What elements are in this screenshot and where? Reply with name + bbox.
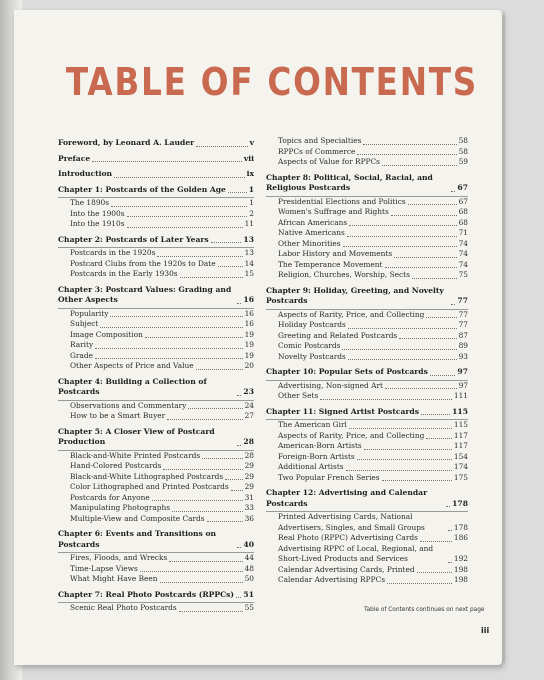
toc-entry-title: Chapter 8: Political, Social, Racial, and Religious Postcards xyxy=(266,172,433,192)
toc-entry-title: Chapter 5: A Closer View of Postcard Production xyxy=(58,426,215,446)
toc-entry-title: Foreign-Born Artists xyxy=(278,451,355,461)
dot-leader xyxy=(417,572,452,573)
toc-section-entry xyxy=(266,512,468,533)
dot-leader xyxy=(346,470,452,471)
dot-leader xyxy=(420,541,452,542)
toc-entry-page: vii xyxy=(243,153,254,163)
toc-entry-page: 20 xyxy=(244,361,254,370)
toc-chapter-entry xyxy=(266,407,468,418)
toc-entry-page: 16 xyxy=(244,319,254,328)
toc-entry-page: 44 xyxy=(244,553,254,562)
dot-leader xyxy=(382,480,452,481)
toc-entry-title: Chapter 6: Events and Transitions on Postcards xyxy=(58,529,217,549)
dot-leader xyxy=(342,349,456,350)
dot-leader xyxy=(363,144,456,145)
dot-leader xyxy=(347,236,457,237)
toc-entry-page: 67 xyxy=(458,196,468,206)
toc-section-entry xyxy=(266,310,468,321)
toc-entry-title: Chapter 12: Advertising and Calendar Postcards xyxy=(266,488,428,508)
toc-entry-title: Comic Postcards xyxy=(278,341,341,350)
dot-leader xyxy=(237,445,241,446)
toc-entry-title: Time-Lapse Views xyxy=(70,563,138,573)
dot-leader xyxy=(145,337,243,338)
toc-section-entry xyxy=(266,260,468,271)
dot-leader xyxy=(364,449,452,450)
toc-entry-title: Into the 1910s xyxy=(70,219,125,228)
toc-entry-title: Black-and-White Lithographed Postcards xyxy=(70,471,224,481)
toc-section-entry xyxy=(58,503,254,514)
dot-leader xyxy=(180,277,243,278)
toc-chapter-entry xyxy=(266,488,468,509)
dot-leader xyxy=(152,500,243,501)
toc-entry-page: 68 xyxy=(458,217,468,227)
toc-section-entry xyxy=(58,198,254,209)
toc-entry-title: Scenic Real Photo Postcards xyxy=(70,603,177,612)
toc-entry-title: Color Lithographed and Printed Postcards xyxy=(70,482,229,491)
toc-entry-page: 74 xyxy=(458,249,468,258)
toc-chapter-entry xyxy=(58,285,254,306)
toc-entry-title: Chapter 4: Building a Collection of Postcards xyxy=(58,376,207,396)
toc-section-entry xyxy=(58,269,254,280)
toc-entry-title: Observations and Commentary xyxy=(70,400,187,410)
dot-leader xyxy=(228,192,247,193)
toc-entry-page: 51 xyxy=(243,589,254,599)
toc-entry-page: 1 xyxy=(248,184,254,194)
toc-entry-title: Holiday Postcards xyxy=(278,320,346,329)
dot-leader xyxy=(399,338,456,339)
toc-entry-title: Rarity xyxy=(70,340,94,349)
toc-entry-title: Aspects of Value for RPPCs xyxy=(278,157,380,166)
toc-entry-title: Chapter 7: Real Photo Postcards (RPPCs) xyxy=(58,589,234,599)
toc-entry-page: 23 xyxy=(243,387,254,396)
toc-entry-page: 74 xyxy=(458,238,468,248)
toc-entry-title: Postcard Clubs from the 1920s to Date xyxy=(70,258,216,268)
toc-entry-title: Multiple-View and Composite Cards xyxy=(70,513,205,523)
dot-leader xyxy=(207,521,243,522)
toc-entry-title: Greeting and Related Postcards xyxy=(278,330,398,340)
toc-entry-title: American-Born Artists xyxy=(278,441,362,450)
toc-section-entry xyxy=(266,207,468,218)
toc-entry-title: How to be a Smart Buyer xyxy=(70,411,166,420)
dot-leader xyxy=(343,246,457,247)
toc-section-entry xyxy=(266,270,468,281)
toc-entry-page: 40 xyxy=(243,539,254,549)
toc-entry-title: Advertising RPPC of Local, Regional, and Short-Lived Products and Services xyxy=(278,543,434,563)
toc-entry-page: 59 xyxy=(458,157,468,166)
toc-chapter-entry xyxy=(58,138,254,149)
toc-section-entry xyxy=(266,565,468,576)
toc-entry-title: Women's Suffrage and Rights xyxy=(278,207,389,216)
toc-section-entry xyxy=(266,157,468,168)
toc-chapter-entry xyxy=(58,427,254,448)
toc-section-entry xyxy=(58,259,254,270)
dot-leader xyxy=(95,358,243,359)
dot-leader xyxy=(110,316,242,317)
toc-section-entry xyxy=(266,544,468,565)
toc-section-entry xyxy=(266,452,468,463)
dot-leader xyxy=(385,267,457,268)
toc-entry-page: 67 xyxy=(457,183,468,192)
toc-entry-title: Topics and Specialties xyxy=(278,136,362,145)
toc-entry-page: 198 xyxy=(453,564,468,574)
dot-leader xyxy=(451,304,455,305)
toc-entry-page: 174 xyxy=(453,462,468,471)
dot-leader xyxy=(231,490,243,491)
toc-chapter-entry xyxy=(58,169,254,180)
toc-section-entry xyxy=(58,493,254,504)
dot-leader xyxy=(140,571,243,572)
toc-entry-page: 87 xyxy=(458,330,468,340)
toc-chapter-entry xyxy=(266,367,468,378)
toc-entry-title: Additional Artists xyxy=(278,462,344,471)
toc-entry-title: Advertising, Non-signed Art xyxy=(278,380,383,390)
toc-section-entry xyxy=(266,239,468,250)
toc-entry-page: ix xyxy=(246,169,254,178)
toc-section-entry xyxy=(266,249,468,260)
toc-entry-page: 58 xyxy=(458,146,468,156)
dot-leader xyxy=(163,469,242,470)
dot-leader xyxy=(167,419,242,420)
toc-section-entry xyxy=(58,330,254,341)
dot-leader xyxy=(202,458,242,459)
toc-entry-title: Introduction xyxy=(58,169,113,178)
toc-entry-title: Black-and-White Printed Postcards xyxy=(70,450,201,460)
dot-leader xyxy=(448,562,452,563)
dot-leader xyxy=(111,206,247,207)
toc-entry-page: 29 xyxy=(244,471,254,481)
toc-entry-title: Chapter 11: Signed Artist Postcards xyxy=(266,406,419,416)
toc-entry-title: Printed Advertising Cards, National Advertisers, Singles, and Small Groups xyxy=(278,512,425,532)
toc-entry-page: 58 xyxy=(458,136,468,145)
toc-entry-page: 178 xyxy=(452,498,468,508)
toc-entry-page: 71 xyxy=(458,228,468,237)
toc-entry-page: 16 xyxy=(244,308,254,318)
toc-entry-title: Labor History and Movements xyxy=(278,249,393,258)
toc-chapter-entry xyxy=(58,235,254,246)
toc-entry-page: 154 xyxy=(453,451,468,461)
toc-entry-title: Popularity xyxy=(70,308,109,318)
dot-leader xyxy=(448,530,452,531)
toc-section-entry xyxy=(58,482,254,493)
toc-section-entry xyxy=(266,441,468,452)
dot-leader xyxy=(349,428,452,429)
toc-entry-title: Chapter 10: Popular Sets of Postcards xyxy=(266,367,428,376)
toc-entry-title: Image Composition xyxy=(70,329,143,339)
toc-entry-title: African Americans xyxy=(278,217,348,227)
dot-leader xyxy=(237,547,241,548)
toc-section-entry xyxy=(266,420,468,431)
toc-section-entry xyxy=(58,361,254,372)
toc-entry-page: 19 xyxy=(244,340,254,349)
toc-section-entry xyxy=(266,228,468,239)
dot-leader xyxy=(196,369,243,370)
toc-entry-page: 11 xyxy=(244,219,254,228)
toc-chapter-entry xyxy=(58,590,254,601)
toc-entry-title: Religion, Churches, Worship, Sects xyxy=(278,270,410,279)
toc-section-entry xyxy=(58,472,254,483)
dot-leader xyxy=(196,146,247,147)
dot-leader xyxy=(320,399,452,400)
dot-leader xyxy=(179,611,243,612)
toc-section-entry xyxy=(58,219,254,230)
toc-entry-title: Real Photo (RPPC) Advertising Cards xyxy=(278,533,418,542)
toc-entry-title: Presidential Elections and Politics xyxy=(278,196,406,206)
toc-entry-title: Calendar Advertising Cards, Printed xyxy=(278,564,415,574)
dot-leader xyxy=(225,479,242,480)
toc-section-entry xyxy=(58,351,254,362)
dot-leader xyxy=(172,511,243,512)
toc-entry-page: 175 xyxy=(453,472,468,482)
toc-entry-page: 77 xyxy=(457,296,468,305)
toc-entry-title: Foreword, by Leonard A. Lauder xyxy=(58,138,195,147)
toc-entry-page: 36 xyxy=(244,513,254,523)
dot-leader xyxy=(92,161,242,162)
toc-entry-page: 186 xyxy=(453,533,468,542)
toc-entry-title: What Might Have Been xyxy=(70,574,158,583)
toc-section-entry xyxy=(266,391,468,402)
toc-entry-title: Other Aspects of Price and Value xyxy=(70,361,194,370)
toc-section-entry xyxy=(58,603,254,614)
toc-entry-page: 178 xyxy=(453,522,468,532)
dot-leader xyxy=(160,582,243,583)
toc-entry-title: The 1890s xyxy=(70,198,110,207)
toc-entry-page: 115 xyxy=(452,406,468,416)
toc-section-entry xyxy=(266,136,468,147)
toc-entry-title: Hand-Colored Postcards xyxy=(70,461,162,470)
toc-entry-page: 29 xyxy=(244,482,254,491)
toc-entry-title: The Temperance Movement xyxy=(278,259,383,269)
dot-leader xyxy=(426,317,456,318)
toc-section-entry xyxy=(58,461,254,472)
toc-entry-title: The American Girl xyxy=(278,420,347,429)
toc-section-entry xyxy=(266,431,468,442)
toc-entry-page: 50 xyxy=(244,574,254,583)
dot-leader xyxy=(412,278,457,279)
toc-entry-page: 13 xyxy=(244,248,254,257)
dot-leader xyxy=(348,359,457,360)
toc-entry-page: 29 xyxy=(244,461,254,470)
toc-entry-title: Preface xyxy=(58,153,91,163)
toc-entry-page: 13 xyxy=(243,234,254,244)
toc-entry-page: 77 xyxy=(458,320,468,329)
toc-entry-title: Postcards for Anyone xyxy=(70,492,150,502)
dot-leader xyxy=(127,227,243,228)
toc-entry-title: Manipulating Photographs xyxy=(70,503,171,512)
dot-leader xyxy=(237,395,241,396)
toc-entry-page: 27 xyxy=(244,411,254,420)
dot-leader xyxy=(157,256,242,257)
toc-entry-title: RPPCs of Commerce xyxy=(278,146,356,156)
dot-leader xyxy=(349,225,456,226)
toc-entry-page: 74 xyxy=(458,259,468,269)
dot-leader xyxy=(382,165,457,166)
toc-section-entry xyxy=(266,473,468,484)
dot-leader xyxy=(387,583,452,584)
dot-leader xyxy=(430,375,456,376)
toc-column-left xyxy=(58,138,254,614)
toc-entry-page: 75 xyxy=(458,270,468,279)
toc-section-entry xyxy=(266,320,468,331)
toc-chapter-entry xyxy=(58,154,254,165)
toc-entry-page: 28 xyxy=(244,450,254,460)
toc-entry-title: Grade xyxy=(70,350,93,360)
dot-leader xyxy=(446,506,450,507)
toc-entry-page: 19 xyxy=(244,350,254,360)
toc-section-entry xyxy=(58,319,254,330)
page-number: iii xyxy=(481,626,490,635)
toc-entry-page: 55 xyxy=(244,603,254,612)
toc-section-entry xyxy=(58,514,254,525)
toc-entry-page: 97 xyxy=(457,367,468,376)
dot-leader xyxy=(127,216,248,217)
toc-chapter-entry xyxy=(58,529,254,550)
toc-entry-title: Other Sets xyxy=(278,391,319,400)
toc-entry-title: Calendar Advertising RPPCs xyxy=(278,575,386,584)
toc-section-entry xyxy=(58,340,254,351)
toc-section-entry xyxy=(58,248,254,259)
toc-entry-title: Novelty Postcards xyxy=(278,351,346,361)
toc-chapter-entry xyxy=(58,185,254,196)
toc-entry-page: 97 xyxy=(458,380,468,390)
toc-section-entry xyxy=(58,564,254,575)
toc-entry-title: Fires, Floods, and Wrecks xyxy=(70,553,168,562)
toc-entry-page: 68 xyxy=(458,207,468,216)
toc-section-entry xyxy=(58,553,254,564)
dot-leader xyxy=(357,154,456,155)
toc-entry-title: Other Minorities xyxy=(278,238,341,248)
dot-leader xyxy=(218,266,243,267)
toc-entry-title: Aspects of Rarity, Price, and Collecting xyxy=(278,430,425,440)
toc-chapter-entry xyxy=(266,173,468,194)
toc-section-entry xyxy=(266,147,468,158)
toc-entry-title: Chapter 2: Postcards of Later Years xyxy=(58,234,209,244)
toc-section-entry xyxy=(58,401,254,412)
dot-leader xyxy=(236,597,241,598)
toc-entry-page: 28 xyxy=(243,437,254,446)
toc-entry-page: 192 xyxy=(453,554,468,563)
toc-section-entry xyxy=(266,341,468,352)
toc-entry-page: 89 xyxy=(458,341,468,350)
dot-leader xyxy=(391,215,457,216)
dot-leader xyxy=(394,257,456,258)
toc-section-entry xyxy=(266,331,468,342)
continued-note: Table of Contents continues on next page xyxy=(364,607,485,613)
toc-entry-page: 48 xyxy=(244,563,254,573)
toc-section-entry xyxy=(58,309,254,320)
dot-leader xyxy=(451,191,455,192)
toc-chapter-entry xyxy=(266,286,468,307)
toc-entry-page: 198 xyxy=(453,575,468,584)
toc-entry-title: Postcards in the 1920s xyxy=(70,248,156,257)
toc-entry-title: Two Popular French Series xyxy=(278,472,380,482)
dot-leader xyxy=(100,327,242,328)
toc-entry-title: Subject xyxy=(70,319,99,328)
toc-column-right xyxy=(266,136,468,586)
toc-entry-page: 117 xyxy=(453,430,468,440)
toc-entry-title: Chapter 3: Postcard Values: Grading and Other Aspects xyxy=(58,284,232,304)
toc-section-entry xyxy=(58,209,254,220)
toc-entry-title: Chapter 9: Holiday, Greeting, and Novelty Postcards xyxy=(266,285,444,305)
toc-section-entry xyxy=(58,451,254,462)
dot-leader xyxy=(237,303,241,304)
toc-entry-page: 16 xyxy=(243,295,254,304)
toc-entry-title: Postcards in the Early 1930s xyxy=(70,269,178,278)
toc-entry-page: 19 xyxy=(244,329,254,339)
page-title: TABLE OF CONTENTS xyxy=(65,60,479,104)
dot-leader xyxy=(211,242,242,243)
toc-entry-title: Into the 1900s xyxy=(70,208,125,218)
toc-entry-title: Chapter 1: Postcards of the Golden Age xyxy=(58,184,226,194)
toc-section-entry xyxy=(266,575,468,586)
dot-leader xyxy=(426,438,451,439)
toc-entry-page: v xyxy=(249,138,254,147)
toc-section-entry xyxy=(58,411,254,422)
toc-entry-title: Aspects of Rarity, Price, and Collecting xyxy=(278,309,425,319)
toc-entry-page: 115 xyxy=(453,420,468,429)
dot-leader xyxy=(408,204,457,205)
toc-section-entry xyxy=(266,381,468,392)
toc-entry-page: 2 xyxy=(249,208,254,218)
dot-leader xyxy=(169,561,242,562)
toc-section-entry xyxy=(266,197,468,208)
dot-leader xyxy=(188,408,242,409)
toc-entry-page: 33 xyxy=(244,503,254,512)
toc-entry-title: Native Americans xyxy=(278,228,345,237)
dot-leader xyxy=(357,459,452,460)
dot-leader xyxy=(114,177,244,178)
toc-entry-page: 24 xyxy=(244,400,254,410)
toc-entry-page: 77 xyxy=(458,309,468,319)
toc-chapter-entry xyxy=(58,377,254,398)
dot-leader xyxy=(421,414,450,415)
toc-section-entry xyxy=(266,352,468,363)
toc-section-entry xyxy=(266,533,468,544)
toc-entry-page: 31 xyxy=(244,492,254,502)
dot-leader xyxy=(348,328,457,329)
dot-leader xyxy=(385,388,457,389)
toc-entry-page: 14 xyxy=(244,258,254,268)
toc-entry-page: 1 xyxy=(249,198,254,207)
toc-entry-page: 117 xyxy=(453,441,468,450)
toc-entry-page: 93 xyxy=(458,351,468,361)
toc-entry-page: 111 xyxy=(453,391,468,400)
toc-entry-page: 15 xyxy=(244,269,254,278)
dot-leader xyxy=(95,348,242,349)
toc-section-entry xyxy=(266,218,468,229)
toc-section-entry xyxy=(266,462,468,473)
toc-section-entry xyxy=(58,574,254,585)
